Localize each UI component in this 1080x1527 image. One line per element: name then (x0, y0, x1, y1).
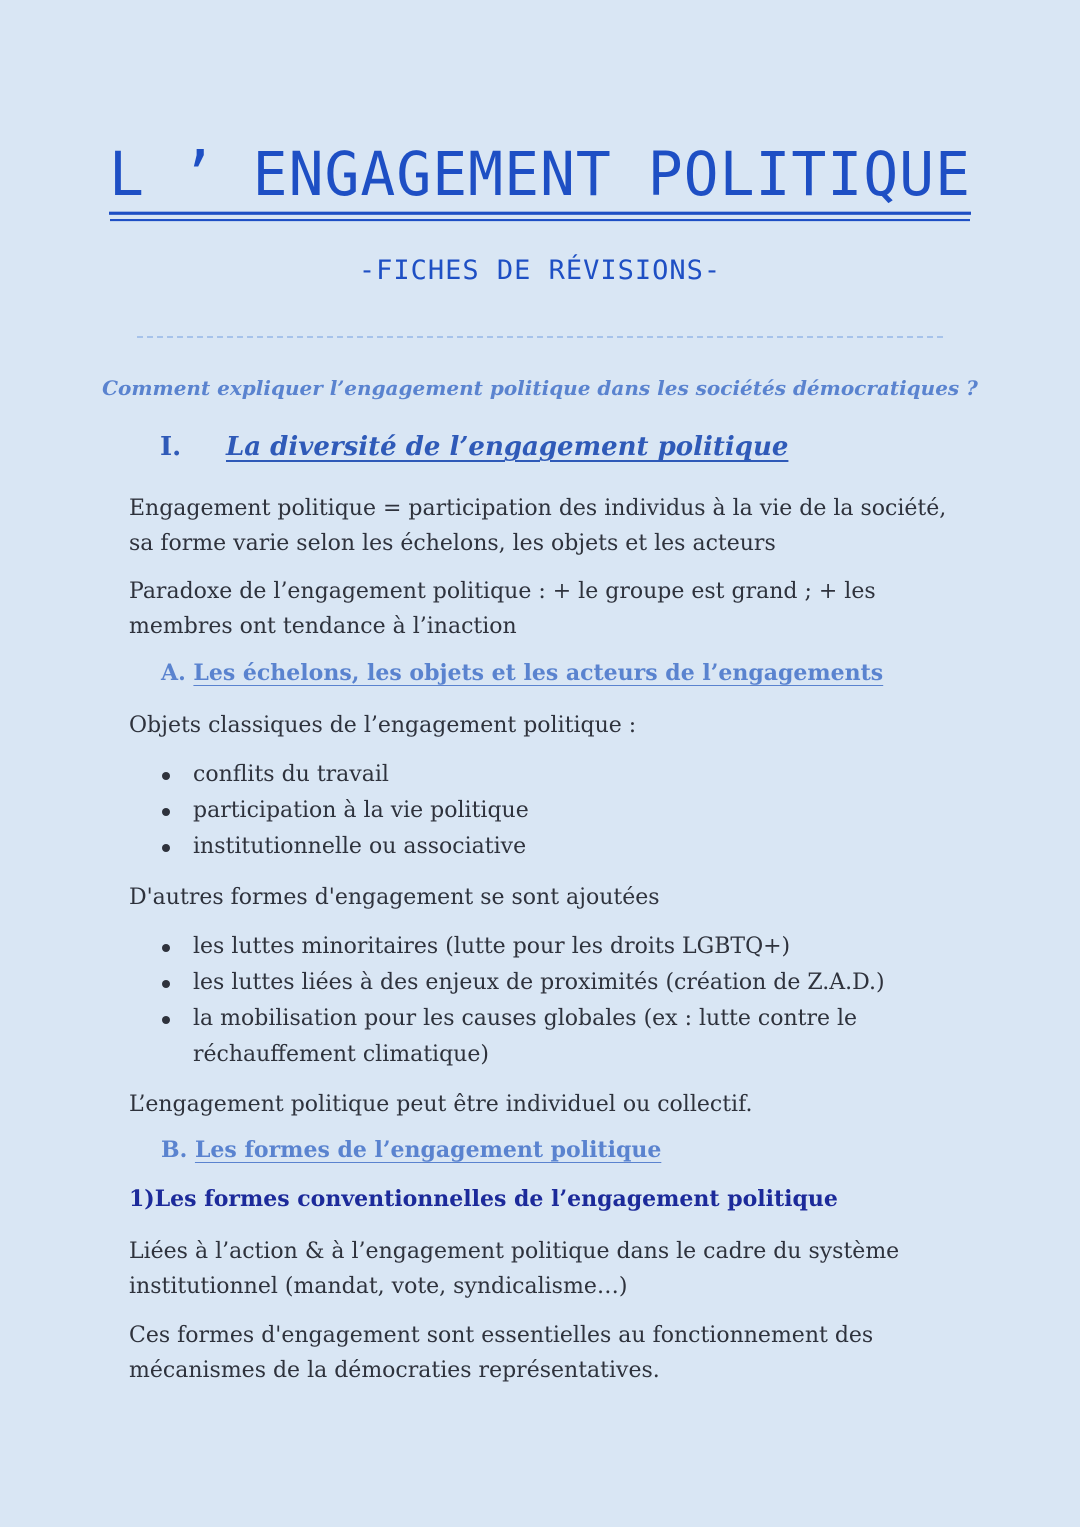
list-item (157, 1001, 957, 1073)
list-item (157, 793, 957, 829)
paragraph-classic-objects: Objets classiques de l’engagement politique : (129, 713, 637, 738)
bullet-icon (162, 844, 170, 852)
subsection-letter: B. (161, 1137, 188, 1163)
paragraph-conventional: Liées à l’action & à l’engagement politique dans le cadre du système institutionnel (mandat, vote, syndicalisme…) (129, 1239, 900, 1299)
bullet-icon (162, 772, 170, 780)
bullet-icon (162, 1016, 170, 1024)
page-title (0, 138, 1080, 215)
list-item-text: les luttes minoritaires (lutte pour les droits LGBTQ+) (193, 934, 791, 959)
list-item-text: les luttes liées à des enjeux de proximités (création de Z.A.D.) (193, 970, 885, 995)
problem-question: Comment expliquer l’engagement politique dans les sociétés démocratiques ? (102, 376, 978, 400)
subsection-letter: A. (161, 660, 186, 686)
conventional-forms-heading: 1)Les formes conventionnelles de l’engagement politique (129, 1186, 838, 1212)
section-title: La diversité de l’engagement politique (226, 432, 789, 462)
list-item (157, 929, 957, 965)
paragraph-individual-collective: L’engagement politique peut être individuel ou collectif. (129, 1092, 753, 1117)
bullet-icon (162, 808, 170, 816)
paragraph-other-forms: D'autres formes d'engagement se sont ajoutées (129, 885, 660, 910)
paragraph-essential: Ces formes d'engagement sont essentielles au fonctionnement des mécanismes de la démocraties représentatives. (129, 1323, 874, 1383)
dashed-divider (137, 336, 943, 338)
list-item-text: institutionnelle ou associative (193, 834, 527, 859)
classic-objects-list (157, 757, 957, 865)
other-forms-list (157, 929, 957, 1073)
list-item-text: participation à la vie politique (193, 798, 529, 823)
list-item (157, 757, 957, 793)
subsection-heading-b (161, 1137, 661, 1163)
subsection-title: Les échelons, les objets et les acteurs de l’engagements (193, 660, 884, 686)
paragraph-paradox: Paradoxe de l’engagement politique : + le groupe est grand ; + les membres ont tendance à l’inaction (129, 579, 876, 639)
subsection-heading-a (161, 660, 883, 686)
list-item (157, 829, 957, 865)
list-item (157, 965, 957, 1001)
section-heading-1 (160, 432, 788, 462)
section-number: I. (160, 432, 182, 462)
bullet-icon (162, 980, 170, 988)
page-subtitle: -FICHES DE RÉVISIONS- (358, 255, 722, 286)
subsection-title: Les formes de l’engagement politique (194, 1137, 662, 1163)
list-item-text: conflits du travail (193, 762, 389, 787)
bullet-icon (162, 944, 170, 952)
page-title-text: L ’ ENGAGEMENT POLITIQUE (109, 138, 971, 215)
paragraph-definition: Engagement politique = participation des individus à la vie de la société, sa forme varie selon les échelons, les objets et les acteurs (129, 496, 947, 556)
list-item-text: la mobilisation pour les causes globales (ex : lutte contre le réchauffement climatique) (193, 1006, 858, 1067)
